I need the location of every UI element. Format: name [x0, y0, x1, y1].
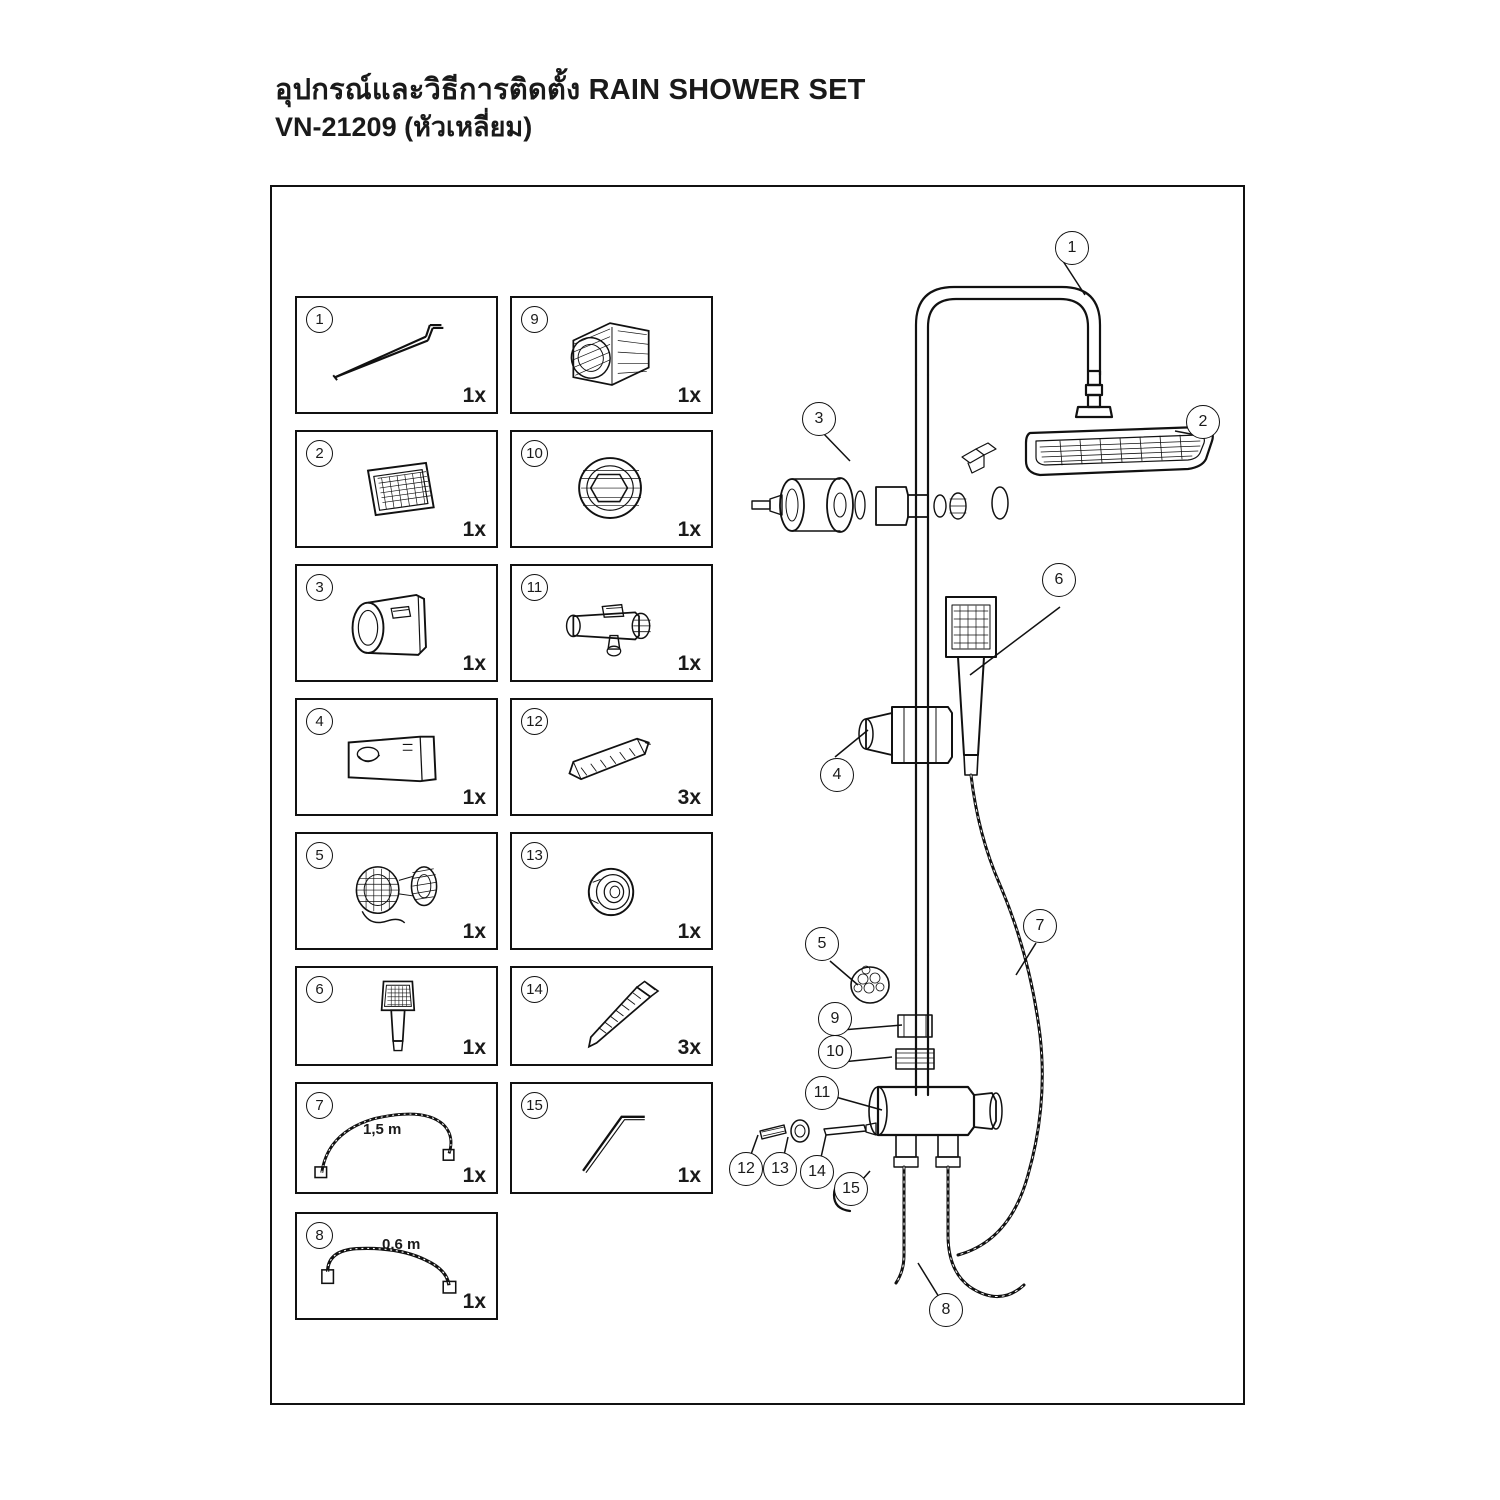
part-number-14: 14 [521, 976, 548, 1003]
part-box-9 [510, 296, 713, 414]
part-number-12: 12 [521, 708, 548, 735]
page-title [275, 72, 1275, 145]
callout-13-washer-seal[interactable]: 13 [763, 1152, 797, 1186]
callout-3-wall-bracket[interactable]: 3 [802, 402, 836, 436]
part-qty-6: 1x [462, 1036, 486, 1059]
part-number-11: 11 [521, 574, 548, 601]
callout-4-slider-holder[interactable]: 4 [820, 758, 854, 792]
part-number-7: 7 [306, 1092, 333, 1119]
part-qty-9: 1x [677, 384, 701, 407]
callout-8-supply-hose[interactable]: 8 [929, 1293, 963, 1327]
callout-9-coupling-nut[interactable]: 9 [818, 1002, 852, 1036]
part-qty-8: 1x [462, 1290, 486, 1313]
callout-11-diverter-valve[interactable]: 11 [805, 1076, 839, 1110]
part-length-7: 1,5 m [363, 1121, 402, 1138]
callout-12-wall-anchor[interactable]: 12 [729, 1152, 763, 1186]
callout-10-threaded-plug[interactable]: 10 [818, 1035, 852, 1069]
part-box-8 [295, 1212, 498, 1320]
callout-5-aerator-filter[interactable]: 5 [805, 927, 839, 961]
part-qty-7: 1x [462, 1164, 486, 1187]
callout-6-hand-shower[interactable]: 6 [1042, 563, 1076, 597]
part-box-4 [295, 698, 498, 816]
callout-2-rain-head[interactable]: 2 [1186, 405, 1220, 439]
part-number-5: 5 [306, 842, 333, 869]
part-qty-12: 3x [677, 786, 701, 809]
part-length-8: 0,6 m [382, 1236, 421, 1253]
part-qty-13: 1x [677, 920, 701, 943]
part-qty-4: 1x [462, 786, 486, 809]
title-line-1: อุปกรณ์และวิธีการติดตั้ง RAIN SHOWER SET [275, 74, 866, 106]
part-qty-10: 1x [677, 518, 701, 541]
part-qty-3: 1x [462, 652, 486, 675]
part-qty-1: 1x [462, 384, 486, 407]
part-box-13 [510, 832, 713, 950]
part-box-6 [295, 966, 498, 1066]
part-box-14 [510, 966, 713, 1066]
part-box-5 [295, 832, 498, 950]
part-number-10: 10 [521, 440, 548, 467]
part-number-8: 8 [306, 1222, 333, 1249]
callout-7-shower-hose[interactable]: 7 [1023, 909, 1057, 943]
part-box-12 [510, 698, 713, 816]
part-qty-2: 1x [462, 518, 486, 541]
part-number-9: 9 [521, 306, 548, 333]
part-box-3 [295, 564, 498, 682]
part-number-15: 15 [521, 1092, 548, 1119]
title-line-2: VN-21209 (หัวเหลี่ยม) [275, 112, 533, 143]
part-qty-14: 3x [677, 1036, 701, 1059]
part-number-2: 2 [306, 440, 333, 467]
part-box-1 [295, 296, 498, 414]
part-number-13: 13 [521, 842, 548, 869]
callout-15-hex-key[interactable]: 15 [834, 1172, 868, 1206]
part-qty-5: 1x [462, 920, 486, 943]
part-qty-11: 1x [677, 652, 701, 675]
part-box-15 [510, 1082, 713, 1194]
part-box-10 [510, 430, 713, 548]
part-box-11 [510, 564, 713, 682]
part-box-7 [295, 1082, 498, 1194]
part-number-6: 6 [306, 976, 333, 1003]
part-number-3: 3 [306, 574, 333, 601]
part-qty-15: 1x [677, 1164, 701, 1187]
callout-14-screw[interactable]: 14 [800, 1155, 834, 1189]
part-number-1: 1 [306, 306, 333, 333]
part-number-4: 4 [306, 708, 333, 735]
assembly-drawing [700, 195, 1245, 1395]
part-box-2 [295, 430, 498, 548]
callout-1-riser-pipe[interactable]: 1 [1055, 231, 1089, 265]
